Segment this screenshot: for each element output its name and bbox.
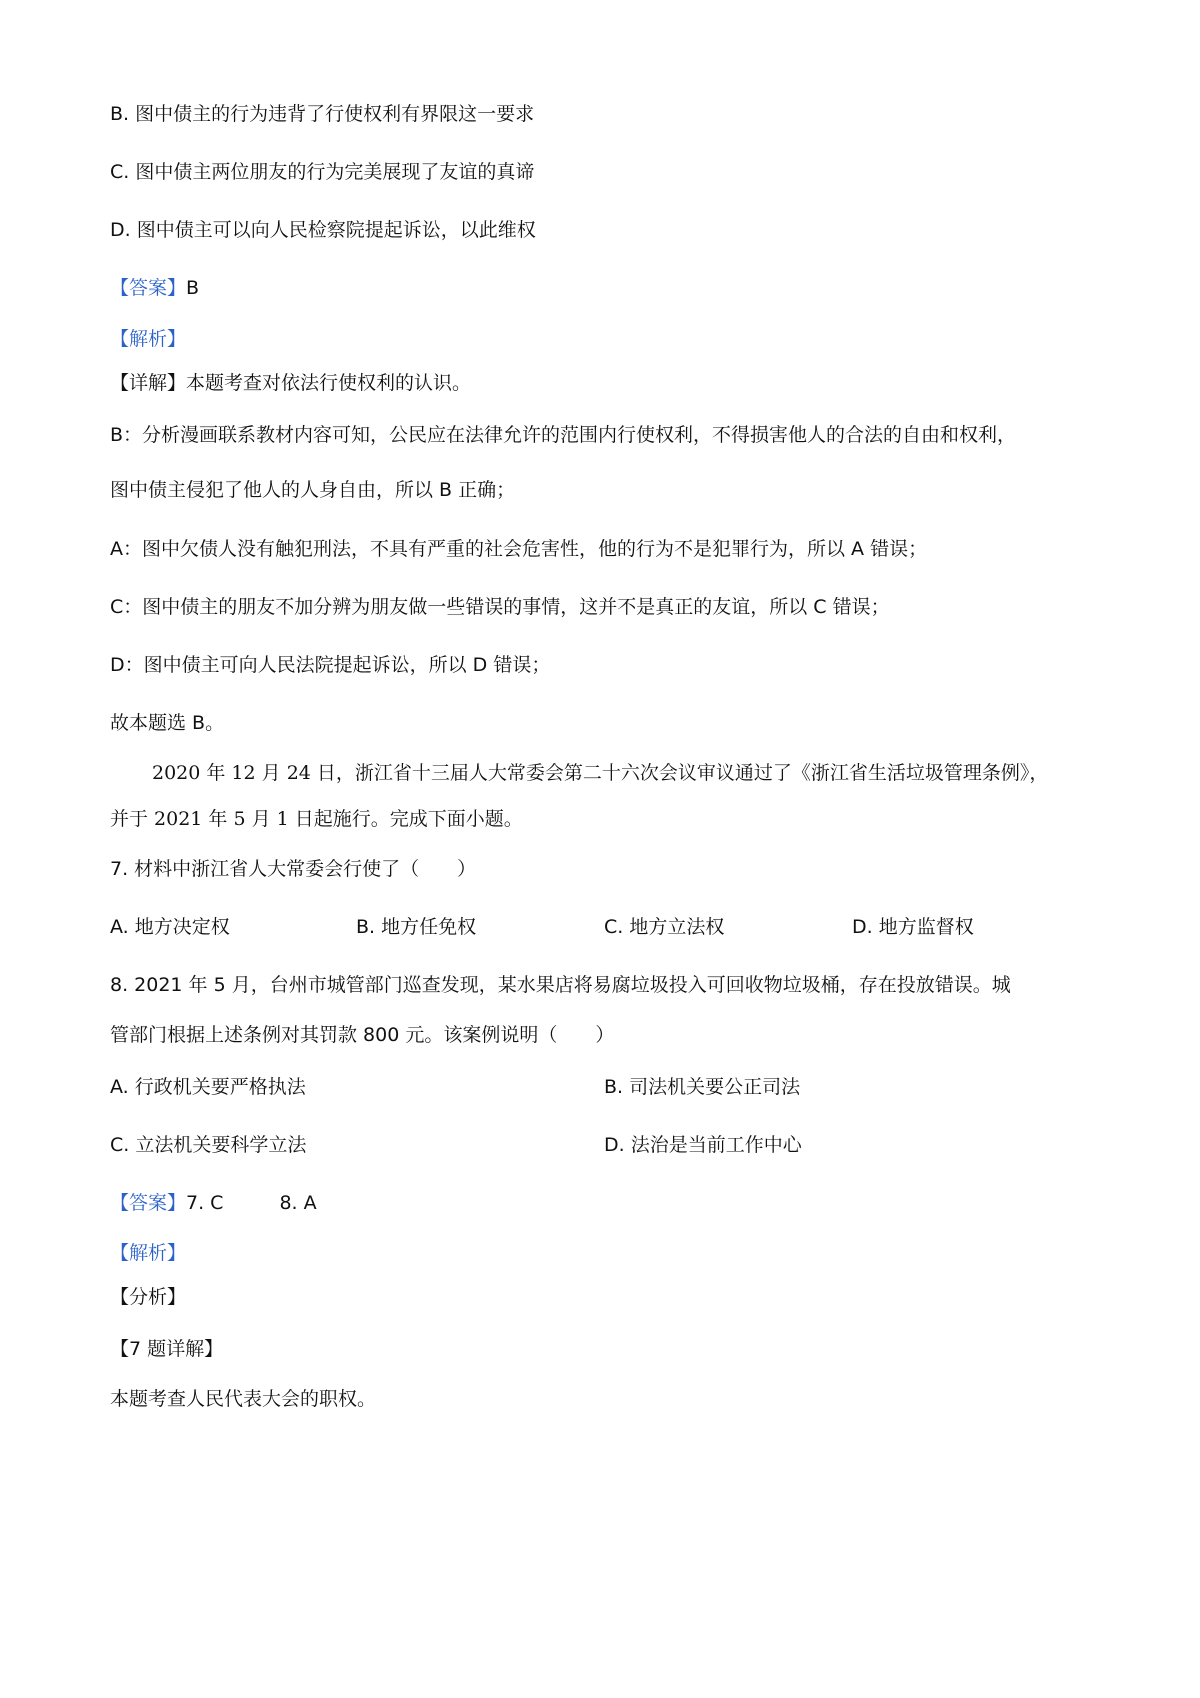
q7-option-a: A. 地方决定权 (110, 916, 230, 938)
q7-option-b: B. 地方任免权 (356, 916, 477, 938)
q8-answer: 8. A (279, 1192, 317, 1214)
q7-detail-text: 本题考查人民代表大会的职权。 (110, 1388, 377, 1410)
q7-answer: 7. C (186, 1192, 224, 1214)
q6-explain-a: A：图中欠债人没有触犯刑法，不具有严重的社会危害性，他的行为不是犯罪行为，所以 A 错误； (110, 538, 928, 560)
q78-answer (110, 1190, 317, 1216)
q6-explain-b-line1: B：分析漫画联系教材内容可知，公民应在法律允许的范围内行使权利，不得损害他人的合法的自由和权利， (110, 424, 1017, 446)
q8-stem-line1: 8. 2021 年 5 月，台州市城管部门巡查发现，某水果店将易腐垃圾投入可回收物垃圾桶，存在投放错误。城 (110, 974, 1011, 996)
q78-analysis-tag: 【解析】 (110, 1242, 187, 1264)
q6-analysis-tag: 【解析】 (110, 328, 187, 350)
q6-explain-d: D：图中债主可向人民法院提起诉讼，所以 D 错误； (110, 654, 551, 676)
q7-detail-tag: 【7 题详解】 (110, 1338, 224, 1360)
q6-option-c: C. 图中债主两位朋友的行为完美展现了友谊的真谛 (110, 161, 535, 183)
q7-option-d: D. 地方监督权 (852, 916, 974, 938)
q7-stem: 7. 材料中浙江省人大常委会行使了（ ） (110, 858, 477, 880)
q6-option-d: D. 图中债主可以向人民检察院提起诉讼，以此维权 (110, 219, 536, 241)
material-line1: 2020 年 12 月 24 日，浙江省十三届人大常委会第二十六次会议审议通过了《浙江省生活垃圾管理条例》， (152, 762, 1049, 784)
q8-stem-line2: 管部门根据上述条例对其罚款 800 元。该案例说明（ ） (110, 1024, 615, 1046)
material-line2: 并于 2021 年 5 月 1 日起施行。完成下面小题。 (110, 808, 523, 830)
q78-fenxi-tag: 【分析】 (110, 1286, 187, 1308)
answer-tag: 【答案】 (110, 277, 187, 299)
answer-value: B (186, 277, 200, 299)
q8-option-b: B. 司法机关要公正司法 (604, 1076, 801, 1098)
q6-conclusion: 故本题选 B。 (110, 712, 225, 734)
q7-option-c: C. 地方立法权 (604, 916, 725, 938)
q6-detail: 【详解】本题考查对依法行使权利的认识。 (110, 372, 472, 394)
q6-option-b: B. 图中债主的行为违背了行使权利有界限这一要求 (110, 103, 535, 125)
q8-option-d: D. 法治是当前工作中心 (604, 1134, 802, 1156)
q6-explain-c: C：图中债主的朋友不加分辨为朋友做一些错误的事情，这并不是真正的友谊，所以 C 错误； (110, 596, 890, 618)
q8-option-a: A. 行政机关要严格执法 (110, 1076, 306, 1098)
q6-answer (110, 275, 199, 301)
answer-tag: 【答案】 (110, 1192, 187, 1214)
q8-option-c: C. 立法机关要科学立法 (110, 1134, 307, 1156)
q6-explain-b-line2: 图中债主侵犯了他人的人身自由，所以 B 正确； (110, 479, 516, 501)
